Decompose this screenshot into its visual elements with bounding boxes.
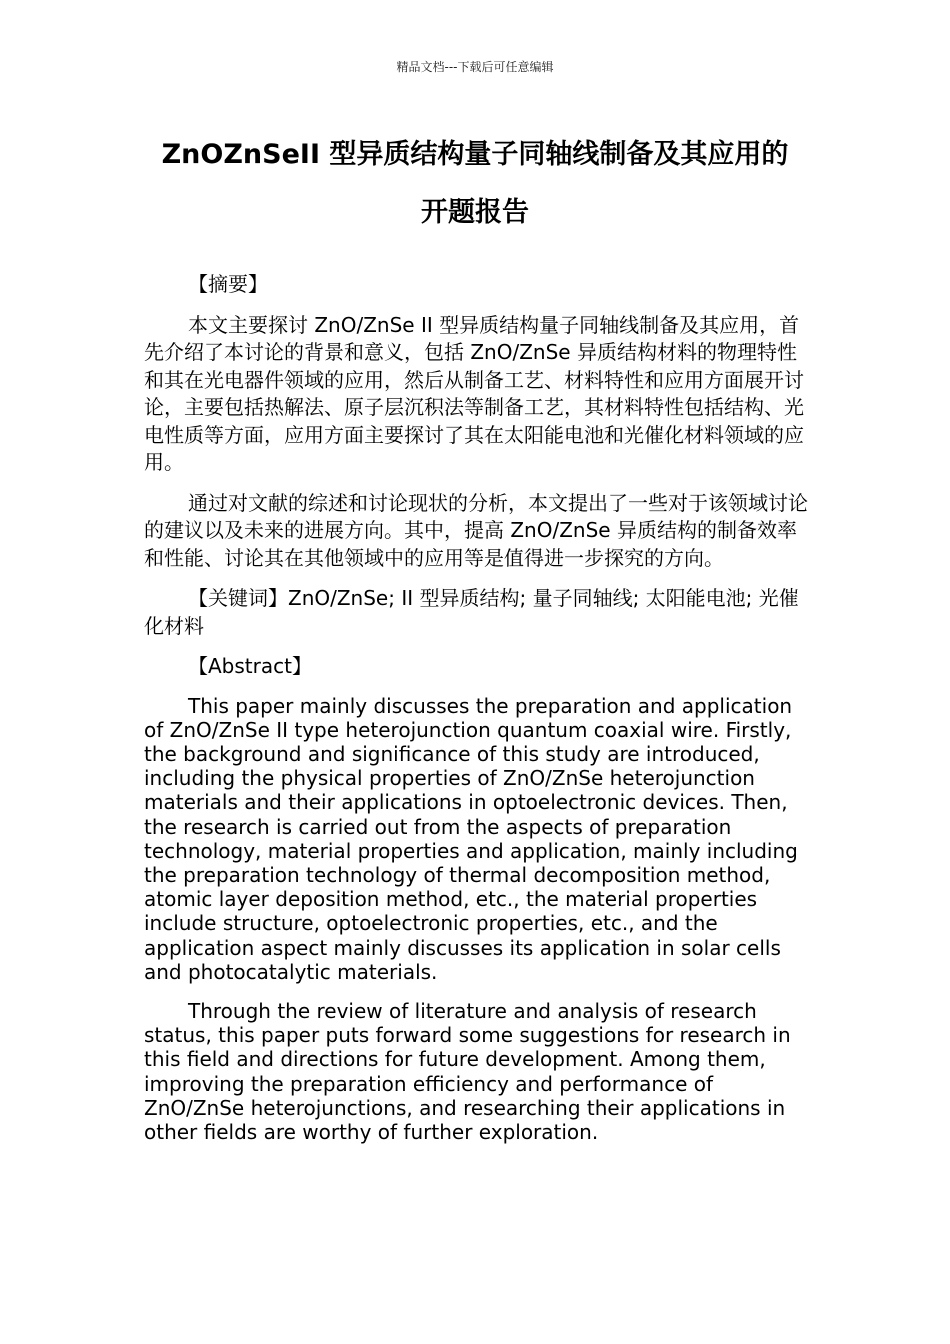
abstract-en-paragraph: This paper mainly discusses the preparation and application of ZnO/ZnSe II type heterojunction quantum coaxial wire. Firstly, the background and significance of this study are introduced, including the physical properties of ZnO/ZnSe heterojunction materials and their applications in optoelectronic devices. Then, the research is carried out from the aspects of preparation technology, material properties and application, mainly including the preparation technology of thermal decomposition method, atomic layer deposition method, etc., the material properties include structure, optoelectronic properties, etc., and the application aspect mainly discusses its application in solar cells and photocatalytic materials.	[144, 693, 798, 984]
abstract-en-heading: 【Abstract】	[188, 654, 312, 678]
keywords-line: 【关键词】ZnO/ZnSe; II 型异质结构; 量子同轴线; 太阳能电池; 光催化材料	[144, 586, 799, 638]
abstract-cn-paragraph: 通过对文献的综述和讨论现状的分析，本文提出了一些对于该领域讨论的建议以及未来的进展方向。其中，提高 ZnO/ZnSe 异质结构的制备效率和性能、讨论其在其他领域中的应用等是值得进一步探究的方向。	[144, 490, 808, 570]
abstract-en-paragraph: Through the review of literature and analysis of research status, this paper puts forward some suggestions for research in this field and directions for future development. Among them, improving the preparation efficiency and performance of ZnO/ZnSe heterojunctions, and researching their applications in other fields are worthy of further exploration.	[144, 998, 791, 1144]
title-line-1: ZnOZnSeII 型异质结构量子同轴线制备及其应用的	[161, 139, 789, 170]
document-title	[100, 126, 850, 242]
title-line-2: 开题报告	[421, 197, 529, 228]
document-body	[144, 271, 810, 1157]
abstract-cn-heading: 【摘要】	[188, 272, 268, 296]
abstract-cn-paragraph: 本文主要探讨 ZnO/ZnSe II 型异质结构量子同轴线制备及其应用，首先介绍了本讨论的背景和意义，包括 ZnO/ZnSe 异质结构材料的物理特性和其在光电器件领域的应用，然后从制备工艺、材料特性和应用方面展开讨论，主要包括热解法、原子层沉积法等制备工艺，其材料特性包括结构、光电性质等方面，应用方面主要探讨了其在太阳能电池和光催化材料领域的应用。	[144, 312, 804, 474]
header-note: 精品文档---下载后可任意编辑	[396, 60, 554, 74]
